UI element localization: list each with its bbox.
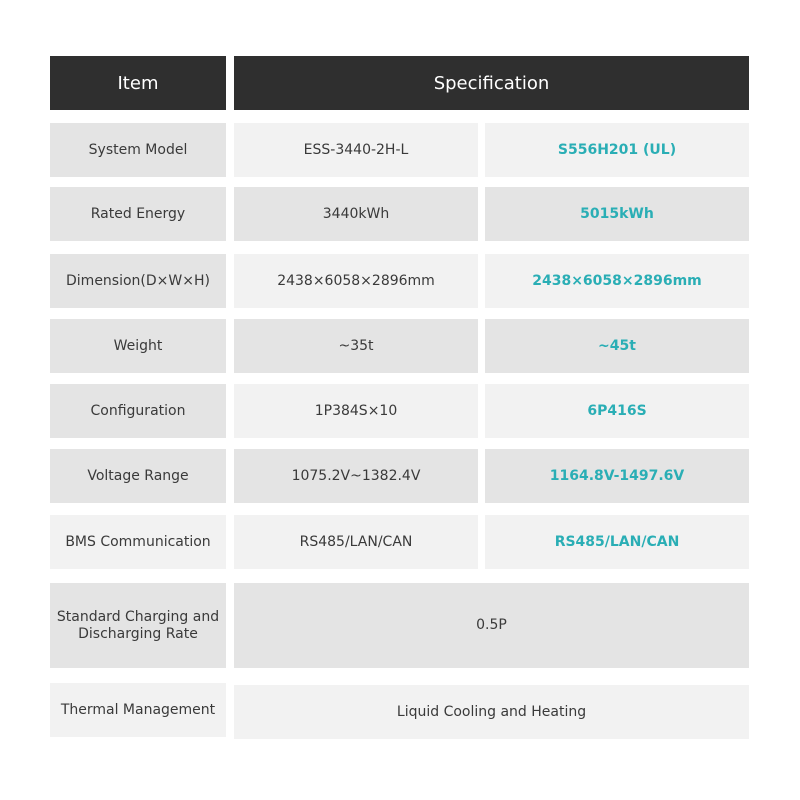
spec-a-system-model: ESS-3440-2H-L: [234, 123, 478, 177]
spec-b-bms-communication: RS485/LAN/CAN: [485, 515, 749, 569]
spec-a-rated-energy: 3440kWh: [234, 187, 478, 241]
item-voltage-range: Voltage Range: [50, 449, 226, 503]
item-charging-rate: Standard Charging and Discharging Rate: [50, 583, 226, 668]
spec-a-voltage-range: 1075.2V~1382.4V: [234, 449, 478, 503]
spec-b-configuration: 6P416S: [485, 384, 749, 438]
item-weight: Weight: [50, 319, 226, 373]
item-bms-communication: BMS Communication: [50, 515, 226, 569]
spec-a-weight: ~35t: [234, 319, 478, 373]
item-rated-energy: Rated Energy: [50, 187, 226, 241]
header-item: Item: [50, 56, 226, 110]
spec-a-configuration: 1P384S×10: [234, 384, 478, 438]
item-system-model: System Model: [50, 123, 226, 177]
item-thermal-management: Thermal Management: [50, 683, 226, 737]
spec-charging-rate: 0.5P: [234, 583, 749, 668]
item-dimension: Dimension(D×W×H): [50, 254, 226, 308]
item-configuration: Configuration: [50, 384, 226, 438]
spec-b-rated-energy: 5015kWh: [485, 187, 749, 241]
spec-a-dimension: 2438×6058×2896mm: [234, 254, 478, 308]
spec-a-bms-communication: RS485/LAN/CAN: [234, 515, 478, 569]
spec-b-system-model: S556H201 (UL): [485, 123, 749, 177]
spec-b-weight: ~45t: [485, 319, 749, 373]
spec-thermal-management: Liquid Cooling and Heating: [234, 685, 749, 739]
header-specification: Specification: [234, 56, 749, 110]
spec-b-voltage-range: 1164.8V-1497.6V: [485, 449, 749, 503]
spec-b-dimension: 2438×6058×2896mm: [485, 254, 749, 308]
